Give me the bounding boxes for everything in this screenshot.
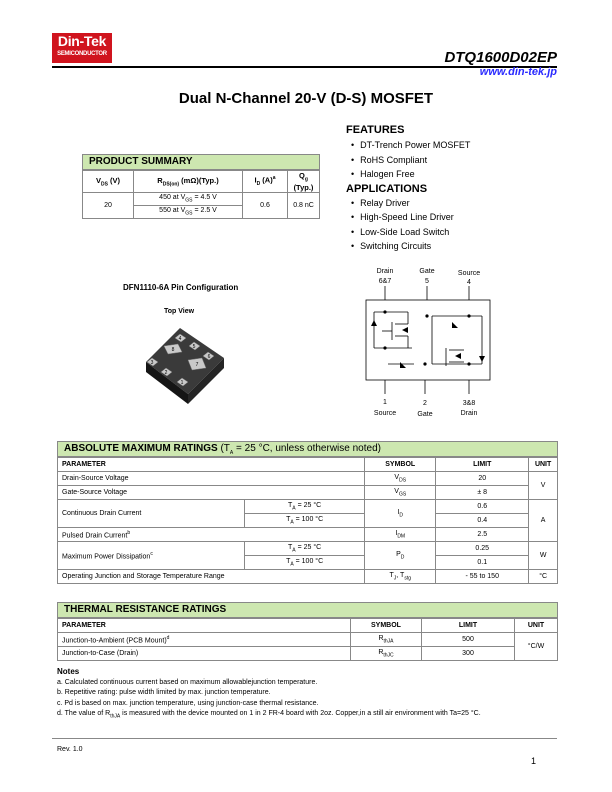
top-view-label: Top View	[164, 308, 195, 315]
col-id: $I_D$ $(A)^a$	[243, 171, 288, 193]
pin-num-gate-bottom: 2	[423, 400, 427, 407]
pin-name-gate-top: Gate	[419, 268, 435, 275]
pin-label: 7	[195, 362, 199, 368]
pin-label: 4	[178, 336, 182, 342]
list-item: • DT-Trench Power MOSFET	[351, 138, 470, 153]
note-c: c. Pd is based on max. junction temperature, using junction-case thermal resistance.	[57, 699, 319, 707]
table-row: $T_A = 100$ °C 0.4	[58, 514, 558, 528]
arrow-symbol	[455, 353, 461, 359]
thermal-heading: THERMAL RESISTANCE RATINGS	[57, 602, 558, 618]
company-logo	[52, 33, 112, 63]
features-heading: FEATURES	[346, 124, 405, 136]
product-summary-heading: PRODUCT SUMMARY	[82, 154, 320, 170]
note-b: b. Repetitive rating: pulse width limited by max. junction temperature.	[57, 689, 271, 696]
page-number: 1	[531, 756, 537, 766]
pin-num-drain-top: 6&7	[378, 278, 392, 285]
col-vds: $V_{DS}$ (V)	[83, 171, 134, 193]
qg-value: 0.8 nC	[288, 192, 320, 218]
applications-heading: APPLICATIONS	[346, 182, 428, 195]
body-diode-symbol	[371, 320, 377, 326]
abs-max-table	[57, 457, 558, 584]
list-item: • Relay Driver	[351, 196, 470, 211]
table-row: Pulsed Drain Current$^b$ $I_{DM}$ 2.5	[58, 528, 558, 542]
col-parameter: PARAMETER	[58, 619, 351, 633]
logo-wordmark: Din-Tek	[57, 33, 107, 49]
absolute-max-ratings	[57, 441, 558, 584]
product-summary-table	[82, 170, 320, 219]
applications-list	[351, 196, 470, 254]
pin-name-source-bottom: Source	[373, 410, 397, 417]
list-item: • Switching Circuits	[351, 239, 470, 254]
table-row: Operating Junction and Storage Temperature Range $T_J$, $T_{stg}$ - 55 to 150 °C	[58, 570, 558, 584]
table-row: Maximum Power Dissipation$^c$ $T_A = 25$ °C $P_D$ 0.25 W	[58, 542, 558, 556]
list-item: • Halogen Free	[351, 167, 470, 182]
body-diode-symbol	[479, 356, 485, 362]
pin-num-drain-bottom: 3&8	[462, 400, 476, 407]
pin-name-drain-bottom: Drain	[460, 410, 478, 417]
thermal-resistance-ratings	[57, 602, 558, 661]
pin-label: 1	[180, 380, 184, 386]
pin-label: 5	[192, 344, 196, 350]
pin-num-source-top: 4	[467, 279, 471, 286]
pin-name-source-top: Source	[457, 270, 481, 277]
col-qg: $Q_g$ (Typ.)	[288, 171, 320, 193]
table-row: $T_A = 100$ °C 0.1	[58, 556, 558, 570]
notes	[57, 667, 481, 722]
vds-value: 20	[83, 192, 134, 218]
pin-name-gate-bottom: Gate	[417, 411, 433, 418]
table-row: Gate-Source Voltage $V_{GS}$ ± 8	[58, 486, 558, 500]
table-row: Drain-Source Voltage $V_{DS}$ 20 V	[58, 472, 558, 486]
features-list	[351, 138, 470, 182]
note-d: d. The value of $R_{thJA}$ is measured with the device mounted on 1 in 2 FR-4 board with 2oz. Copper,in a still air environment with Ta=25 °C.	[57, 710, 481, 720]
zener-diode-symbol	[400, 362, 406, 368]
pin-num-source-bottom: 1	[383, 399, 387, 406]
col-unit: UNIT	[529, 458, 558, 472]
revision-label: Rev. 1.0	[57, 746, 83, 753]
logo-subtitle: SEMICONDUCTOR	[57, 51, 107, 57]
page-title: Dual N-Channel 20-V (D-S) MOSFET	[178, 90, 434, 107]
pin-config-title: DFN1110-6A Pin Configuration	[123, 283, 239, 292]
table-row: Junction-to-Case (Drain) $R_{thJC}$ 300	[58, 647, 558, 661]
table-row: Junction-to-Ambient (PCB Mount)$^d$ $R_{thJA}$ 500 °C/W	[58, 633, 558, 647]
footer-divider	[52, 738, 557, 739]
rds-row-1: 450 at $V_{GS} = 4.5$ V	[134, 192, 243, 205]
arrow-symbol	[402, 327, 408, 333]
list-item: • RoHS Compliant	[351, 153, 470, 168]
dual-mosfet-schematic	[362, 264, 494, 420]
notes-heading: Notes	[57, 667, 80, 676]
col-unit: UNIT	[515, 619, 558, 633]
list-item: • High-Speed Line Driver	[351, 210, 470, 225]
pin-label: 2	[164, 370, 168, 376]
table-row: Continuous Drain Current $T_A = 25$ °C $I_D$ 0.6 A	[58, 500, 558, 514]
note-a: a. Calculated continuous current based on maximum allowablejunction temperature.	[57, 678, 318, 686]
list-item: • Low-Side Load Switch	[351, 225, 470, 240]
pin-label: 3	[150, 360, 154, 366]
col-symbol: SYMBOL	[351, 619, 422, 633]
id-value: 0.6	[243, 192, 288, 218]
website-link[interactable]: www.din-tek.jp	[479, 66, 557, 78]
abs-max-heading: ABSOLUTE MAXIMUM RATINGS ($T_A = 25$ °C, unless otherwise noted)	[57, 441, 558, 457]
pin-label: 8	[171, 347, 175, 353]
col-limit: LIMIT	[422, 619, 515, 633]
col-parameter: PARAMETER	[58, 458, 365, 472]
col-rds: $R_{DS(on)}$ (mΩ)(Typ.)	[134, 171, 243, 193]
pin-num-gate-top: 5	[425, 278, 429, 285]
col-limit: LIMIT	[436, 458, 529, 472]
package-illustration	[138, 322, 228, 408]
col-symbol: SYMBOL	[365, 458, 436, 472]
thermal-table	[57, 618, 558, 661]
product-summary	[82, 154, 320, 219]
zener-diode-symbol	[452, 322, 458, 328]
part-number: DTQ1600D02EP	[444, 49, 557, 66]
rds-row-2: 550 at $V_{GS} = 2.5$ V	[134, 205, 243, 218]
pin-label: 6	[207, 354, 211, 360]
pin-name-drain-top: Drain	[376, 268, 394, 275]
features-section	[346, 124, 470, 254]
